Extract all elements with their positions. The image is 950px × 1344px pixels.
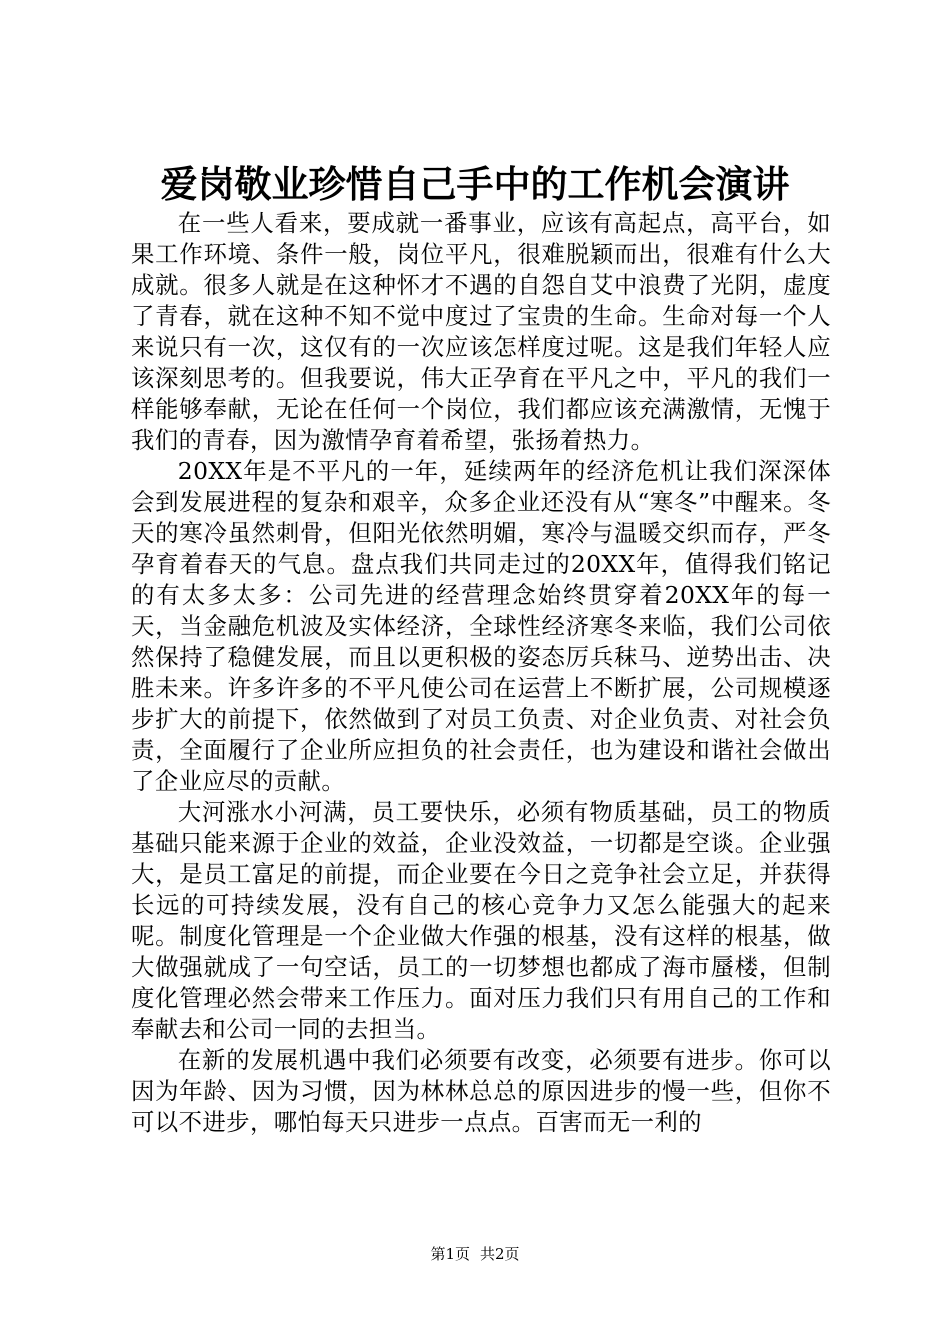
paragraph: 大河涨水小河满，员工要快乐，必须有物质基础，员工的物质基础只能来源于企业的效益，企业没效益，一切都是空谈。企业强大，是员工富足的前提，而企业要在今日之竞争社会立足，并获得长远的可持续发展，没有自己的核心竞争力又怎么能强大的起来呢。制度化管理是一个企业做大作强的根基，没有这样的根基，做大做强就成了一句空话，员工的一切梦想也都成了海市蜃楼，但制度化管理必然会带来工作压力。面对压力我们只有用自己的工作和奉献去和公司一同的去担当。: [131, 798, 831, 1043]
paragraph: 20XX年是不平凡的一年，延续两年的经济危机让我们深深体会到发展进程的复杂和艰辛，众多企业还没有从“寒冬”中醒来。冬天的寒冷虽然刺骨，但阳光依然明媚，寒冷与温暖交织而存，严冬孕育着春天的气息。盘点我们共同走过的20XX年，值得我们铭记的有太多太多：公司先进的经营理念始终贯穿着20XX年的每一天，当金融危机波及实体经济，全球性经济寒冬来临，我们公司依然保持了稳健发展，而且以更积极的姿态厉兵秣马、逆势出击、决胜未来。许多许多的不平凡使公司在运营上不断扩展，公司规模逐步扩大的前提下，依然做到了对员工负责、对企业负责、对社会负责，全面履行了企业所应担负的社会责任，也为建设和谐社会做出了企业应尽的贡献。: [131, 457, 831, 795]
paragraph: 在一些人看来，要成就一番事业，应该有高起点，高平台，如果工作环境、条件一般，岗位平凡，很难脱颖而出，很难有什么大成就。很多人就是在这种怀才不遇的自怨自艾中浪费了光阴，虚度了青春，就在这种不知不觉中度过了宝贵的生命。生命对每一个人来说只有一次，这仅有的一次应该怎样度过呢。这是我们年轻人应该深刻思考的。但我要说，伟大正孕育在平凡之中，平凡的我们一样能够奉献，无论在任何一个岗位，我们都应该充满激情，无愧于我们的青春，因为激情孕育着希望，张扬着热力。: [131, 209, 831, 454]
document-title: 爱岗敬业珍惜自己手中的工作机会演讲: [160, 162, 790, 206]
page-number: 第1页: [430, 1245, 470, 1263]
paragraph: 在新的发展机遇中我们必须要有改变，必须要有进步。你可以因为年龄、因为习惯，因为林林总总的原因进步的慢一些，但你不可以不进步，哪怕每天只进步一点点。百害而无一利的: [131, 1046, 831, 1136]
document-body: [131, 208, 831, 1138]
page-total: 共2页: [480, 1245, 520, 1263]
page-footer: [0, 1244, 950, 1264]
